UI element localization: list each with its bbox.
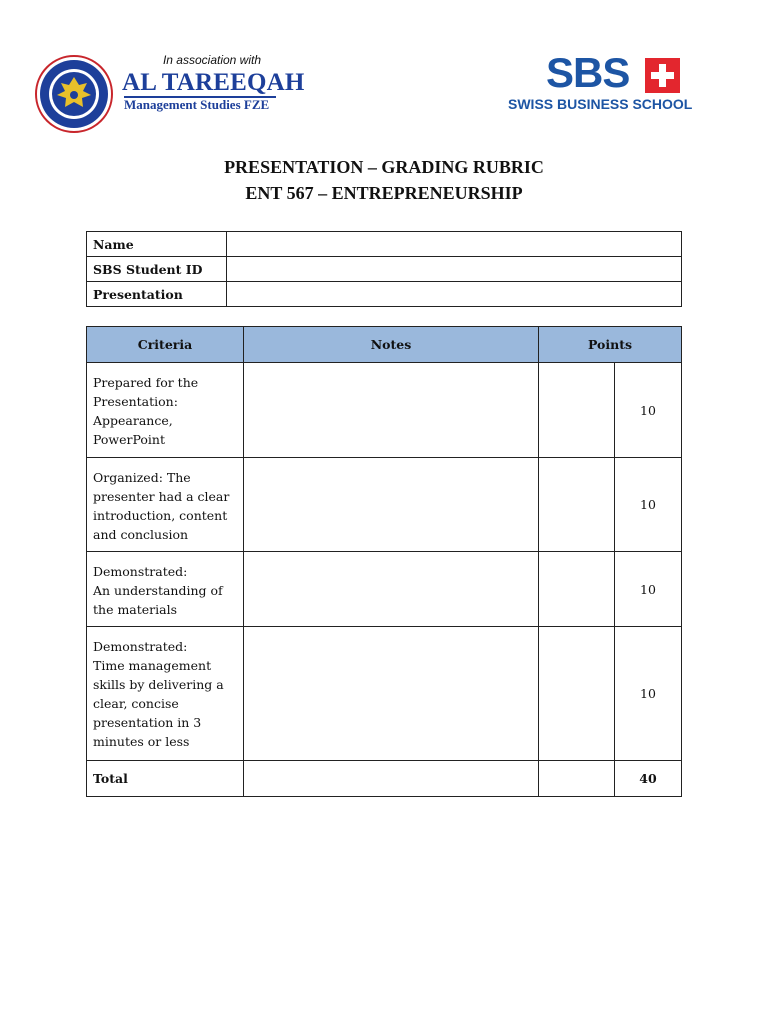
- criteria-text: and conclusion: [93, 527, 189, 542]
- rubric-header-row: [87, 327, 682, 363]
- max-points-cell: 10: [615, 363, 682, 458]
- criteria-text: Time management: [93, 658, 212, 673]
- criteria-cell: [87, 627, 244, 761]
- info-label: Name: [87, 232, 227, 257]
- course-title: ENT 567 – ENTREPRENEURSHIP: [245, 183, 523, 203]
- max-points-cell: 10: [615, 627, 682, 761]
- student-info-table: [86, 231, 682, 307]
- name-field[interactable]: [227, 232, 682, 257]
- criteria-cell: [87, 552, 244, 627]
- max-points-cell: 10: [615, 458, 682, 552]
- score-cell[interactable]: [539, 363, 615, 458]
- info-label: Presentation: [87, 282, 227, 307]
- criteria-cell: [87, 458, 244, 552]
- page-header: [0, 0, 768, 140]
- notes-cell[interactable]: [244, 458, 539, 552]
- document-title: PRESENTATION – GRADING RUBRIC: [224, 157, 544, 177]
- grading-rubric-table: [86, 326, 682, 797]
- criteria-text: clear, concise: [93, 696, 179, 711]
- criteria-text: introduction, content: [93, 508, 228, 523]
- rubric-row: [87, 552, 682, 627]
- partner-subtitle: Management Studies FZE: [124, 97, 270, 112]
- criteria-text: the materials: [93, 602, 178, 617]
- al-tareeqah-seal-icon: [35, 55, 113, 133]
- criteria-text: presenter had a clear: [93, 489, 230, 504]
- info-label: SBS Student ID: [87, 257, 227, 282]
- score-cell[interactable]: [539, 458, 615, 552]
- criteria-text: Prepared for the: [93, 375, 199, 390]
- info-row-student-id: [87, 257, 682, 282]
- criteria-text: An understanding of: [93, 583, 223, 598]
- max-points-cell: 10: [615, 552, 682, 627]
- rubric-row: [87, 458, 682, 552]
- criteria-text: Presentation:: [93, 394, 178, 409]
- school-name: SWISS BUSINESS SCHOOL: [508, 96, 693, 112]
- rubric-row: [87, 363, 682, 458]
- notes-header: Notes: [244, 327, 539, 363]
- criteria-header: Criteria: [87, 327, 244, 363]
- school-abbr: SBS: [546, 49, 630, 96]
- criteria-text: skills by delivering a: [93, 677, 224, 692]
- criteria-text: Demonstrated:: [93, 639, 188, 654]
- rubric-row: [87, 627, 682, 761]
- criteria-text: Demonstrated:: [93, 564, 188, 579]
- total-score-cell[interactable]: [539, 761, 615, 797]
- total-row: [87, 761, 682, 797]
- points-header: Points: [539, 327, 682, 363]
- total-notes-cell[interactable]: [244, 761, 539, 797]
- total-label: Total: [87, 761, 244, 797]
- info-row-presentation: [87, 282, 682, 307]
- notes-cell[interactable]: [244, 552, 539, 627]
- criteria-text: PowerPoint: [93, 432, 166, 447]
- criteria-cell: [87, 363, 244, 458]
- criteria-text: minutes or less: [93, 734, 190, 749]
- criteria-text: Appearance,: [93, 413, 173, 428]
- swiss-cross-icon: [645, 58, 680, 93]
- association-text: In association with: [162, 53, 262, 67]
- score-cell[interactable]: [539, 552, 615, 627]
- criteria-text: Organized: The: [93, 470, 191, 485]
- partner-name: AL TAREEQAH: [122, 69, 305, 96]
- notes-cell[interactable]: [244, 627, 539, 761]
- presentation-field[interactable]: [227, 282, 682, 307]
- info-row-name: [87, 232, 682, 257]
- student-id-field[interactable]: [227, 257, 682, 282]
- criteria-text: presentation in 3: [93, 715, 202, 730]
- notes-cell[interactable]: [244, 363, 539, 458]
- score-cell[interactable]: [539, 627, 615, 761]
- total-points: 40: [615, 761, 682, 797]
